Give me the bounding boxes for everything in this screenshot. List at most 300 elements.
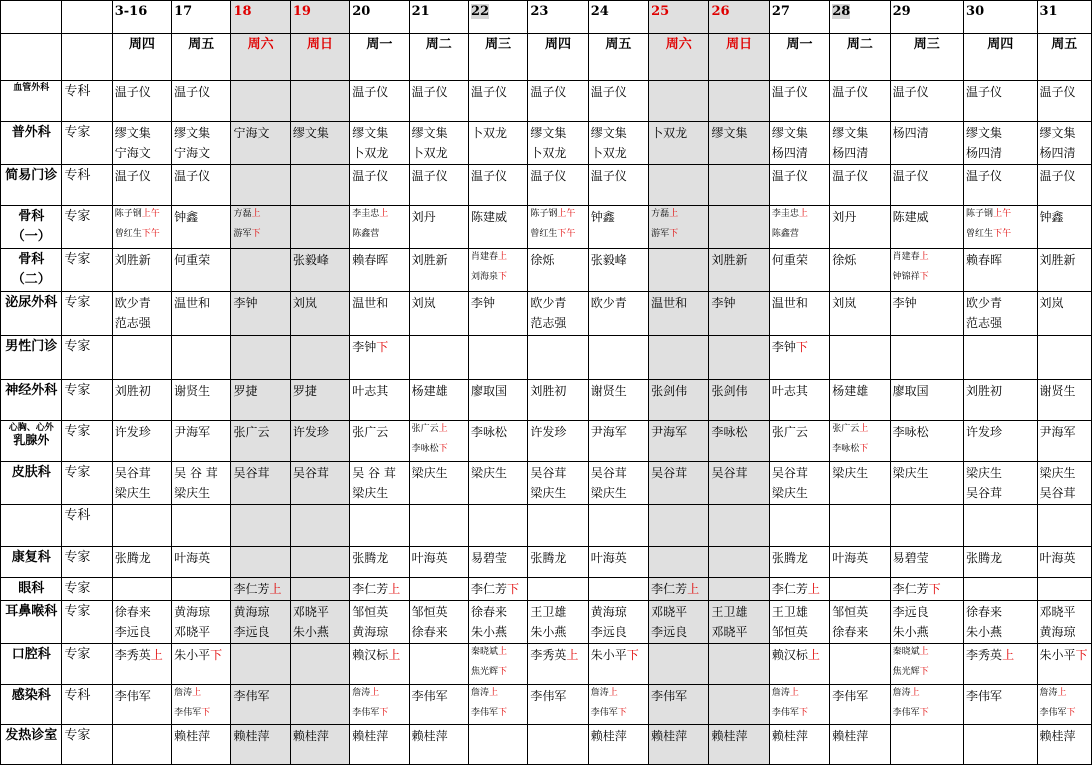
department-label bbox=[1, 505, 62, 547]
schedule-cell bbox=[890, 336, 963, 380]
doctor-entry bbox=[832, 207, 887, 227]
schedule-cell bbox=[709, 81, 769, 122]
doctor-name: 赖桂萍 bbox=[711, 729, 748, 743]
schedule-cell bbox=[830, 644, 890, 685]
doctor-entry bbox=[772, 726, 827, 746]
doctor-entry bbox=[412, 622, 466, 642]
weekday-header: 周六 bbox=[649, 34, 709, 81]
doctor-entry bbox=[966, 293, 1034, 313]
schedule-cell bbox=[649, 644, 709, 685]
doctor-name: 邓晓平 bbox=[174, 625, 211, 639]
doctor-name: 宁海文 bbox=[174, 146, 211, 160]
doctor-entry bbox=[966, 313, 1034, 333]
doctor-entry bbox=[352, 548, 406, 568]
doctor-name: 李秀英 bbox=[114, 648, 151, 662]
doctor-name: 卜双龙 bbox=[530, 146, 567, 160]
doctor-name: 黄海琼 bbox=[233, 605, 270, 619]
doctor-name: 欧少青 bbox=[966, 296, 1003, 310]
schedule-cell bbox=[172, 578, 231, 601]
doctor-entry bbox=[772, 645, 827, 665]
doctor-name: 赖桂萍 bbox=[590, 729, 627, 743]
schedule-row bbox=[1, 122, 1092, 165]
doctor-entry bbox=[352, 143, 406, 163]
department-name: 神经外科 bbox=[5, 383, 58, 398]
doctor-entry bbox=[1040, 381, 1089, 401]
doctor-entry bbox=[174, 602, 228, 622]
doctor-entry bbox=[966, 123, 1034, 143]
doctor-name: 缪文集 bbox=[1039, 126, 1076, 140]
weekday-header: 周三 bbox=[890, 34, 963, 81]
doctor-entry bbox=[591, 250, 646, 270]
doctor-entry bbox=[1040, 483, 1089, 503]
schedule-cell bbox=[290, 122, 349, 165]
session-marker: 上 bbox=[687, 582, 700, 596]
schedule-cell bbox=[468, 380, 527, 421]
date-header: 21 bbox=[409, 1, 468, 34]
schedule-row bbox=[1, 505, 1092, 547]
corner-cell bbox=[1, 1, 62, 34]
schedule-cell bbox=[830, 725, 890, 765]
clinic-type bbox=[62, 685, 112, 725]
session-marker: 上午 bbox=[993, 209, 1012, 219]
schedule-cell bbox=[172, 421, 231, 462]
schedule-cell bbox=[830, 81, 890, 122]
doctor-entry bbox=[471, 667, 525, 678]
doctor-name: 朱小平 bbox=[590, 648, 627, 662]
schedule-cell bbox=[350, 122, 409, 165]
doctor-name: 张广云 bbox=[352, 425, 389, 439]
doctor-name: 缪文集 bbox=[832, 126, 869, 140]
doctor-entry bbox=[233, 381, 287, 401]
doctor-entry bbox=[591, 143, 646, 163]
doctor-name: 吴谷茸 bbox=[292, 466, 329, 480]
doctor-name: 赖汉标 bbox=[352, 648, 389, 662]
schedule-cell bbox=[890, 644, 963, 685]
doctor-name: 刘丹 bbox=[832, 210, 857, 224]
schedule-cell bbox=[830, 249, 890, 292]
doctor-name: 秦晓斌 bbox=[892, 647, 920, 657]
schedule-cell bbox=[112, 462, 171, 505]
doctor-entry bbox=[966, 645, 1034, 665]
doctor-name: 詹涛 bbox=[590, 688, 609, 698]
doctor-entry bbox=[115, 229, 169, 240]
clinic-type-label: 专科 bbox=[64, 508, 91, 523]
schedule-cell bbox=[350, 249, 409, 292]
department-name: 泌尿外科 bbox=[5, 295, 58, 310]
doctor-name: 曾红生 bbox=[966, 229, 994, 239]
session-marker: 下 bbox=[919, 272, 929, 282]
schedule-cell bbox=[588, 165, 648, 206]
schedule-row bbox=[1, 462, 1092, 505]
doctor-entry bbox=[832, 293, 887, 313]
doctor-name: 吴谷茸 bbox=[966, 486, 1003, 500]
doctor-name: 李圭忠 bbox=[352, 209, 380, 219]
schedule-cell bbox=[588, 578, 648, 601]
doctor-name: 温子仪 bbox=[590, 85, 627, 99]
clinic-type-label: 专家 bbox=[64, 209, 91, 224]
schedule-cell bbox=[231, 462, 290, 505]
doctor-entry bbox=[832, 548, 887, 568]
clinic-type-label: 专科 bbox=[64, 168, 91, 183]
doctor-name: 张广云 bbox=[233, 425, 270, 439]
clinic-type bbox=[62, 380, 112, 421]
schedule-cell bbox=[409, 165, 468, 206]
doctor-entry bbox=[115, 209, 169, 220]
doctor-entry bbox=[591, 82, 646, 102]
doctor-name: 肖建春 bbox=[470, 252, 498, 262]
doctor-name: 缪文集 bbox=[114, 126, 151, 140]
schedule-cell bbox=[964, 421, 1037, 462]
department-label bbox=[1, 601, 62, 644]
schedule-cell bbox=[709, 462, 769, 505]
session-marker: 下 bbox=[626, 648, 639, 662]
schedule-cell bbox=[588, 336, 648, 380]
schedule-cell bbox=[528, 249, 588, 292]
schedule-cell bbox=[468, 206, 527, 249]
session-marker: 下 bbox=[919, 708, 929, 718]
doctor-name: 刘胜初 bbox=[966, 384, 1003, 398]
doctor-name: 陈建威 bbox=[892, 210, 929, 224]
schedule-row bbox=[1, 292, 1092, 336]
doctor-name: 欧少青 bbox=[114, 296, 151, 310]
schedule-cell bbox=[964, 547, 1037, 578]
doctor-entry bbox=[832, 166, 887, 186]
schedule-cell bbox=[649, 421, 709, 462]
doctor-entry bbox=[293, 622, 347, 642]
doctor-entry bbox=[352, 463, 406, 483]
doctor-entry bbox=[1040, 645, 1089, 665]
session-marker: 上 bbox=[251, 209, 261, 219]
doctor-name: 温子仪 bbox=[892, 85, 929, 99]
doctor-entry bbox=[966, 548, 1034, 568]
doctor-name: 温子仪 bbox=[470, 85, 507, 99]
doctor-entry bbox=[471, 252, 525, 263]
doctor-entry bbox=[1040, 143, 1089, 163]
schedule-cell bbox=[172, 601, 231, 644]
department-name: 发热诊室 bbox=[5, 728, 58, 743]
department-name: 耳鼻喉科 bbox=[5, 604, 58, 619]
schedule-cell bbox=[769, 601, 829, 644]
schedule-cell bbox=[350, 578, 409, 601]
schedule-cell bbox=[769, 249, 829, 292]
doctor-name: 赖桂萍 bbox=[292, 729, 329, 743]
doctor-entry bbox=[352, 293, 406, 313]
doctor-entry bbox=[591, 422, 646, 442]
schedule-cell bbox=[290, 336, 349, 380]
doctor-name: 刘岚 bbox=[292, 296, 317, 310]
corner-cell bbox=[62, 1, 112, 34]
doctor-entry bbox=[530, 548, 585, 568]
doctor-entry bbox=[772, 143, 827, 163]
clinic-type bbox=[62, 421, 112, 462]
doctor-name: 赖桂萍 bbox=[1039, 729, 1076, 743]
doctor-entry bbox=[530, 166, 585, 186]
doctor-entry bbox=[471, 688, 525, 699]
schedule-cell bbox=[409, 206, 468, 249]
schedule-cell bbox=[528, 421, 588, 462]
doctor-name: 杨建雄 bbox=[411, 384, 448, 398]
department-name: 简易门诊 bbox=[5, 168, 58, 183]
schedule-cell bbox=[769, 380, 829, 421]
weekday-header: 周五 bbox=[1037, 34, 1091, 81]
doctor-entry bbox=[412, 250, 466, 270]
doctor-entry bbox=[115, 82, 169, 102]
schedule-cell bbox=[830, 421, 890, 462]
doctor-entry bbox=[115, 143, 169, 163]
date-header: 19 bbox=[290, 1, 349, 34]
schedule-cell bbox=[769, 685, 829, 725]
schedule-row bbox=[1, 421, 1092, 462]
doctor-entry bbox=[893, 688, 961, 699]
doctor-name: 梁庆生 bbox=[892, 466, 929, 480]
doctor-name: 杨四清 bbox=[771, 146, 808, 160]
doctor-name: 易碧莹 bbox=[892, 551, 929, 565]
doctor-entry bbox=[1040, 293, 1089, 313]
doctor-entry bbox=[1040, 726, 1089, 746]
schedule-cell bbox=[468, 81, 527, 122]
doctor-entry bbox=[115, 483, 169, 503]
clinic-type-label: 专家 bbox=[64, 550, 91, 565]
schedule-cell bbox=[1037, 165, 1091, 206]
doctor-entry bbox=[893, 647, 961, 658]
doctor-entry bbox=[530, 143, 585, 163]
doctor-name: 李伟军 bbox=[771, 708, 799, 718]
doctor-entry bbox=[1040, 708, 1089, 719]
doctor-entry bbox=[966, 166, 1034, 186]
doctor-entry bbox=[711, 422, 766, 442]
session-marker: 上 bbox=[379, 209, 389, 219]
session-marker: 上 bbox=[566, 648, 579, 662]
doctor-name: 缪文集 bbox=[352, 126, 389, 140]
doctor-name: 刘胜初 bbox=[114, 384, 151, 398]
schedule-cell bbox=[350, 336, 409, 380]
doctor-entry bbox=[651, 293, 706, 313]
schedule-cell bbox=[528, 547, 588, 578]
schedule-cell bbox=[172, 165, 231, 206]
schedule-cell bbox=[709, 336, 769, 380]
schedule-cell bbox=[588, 644, 648, 685]
doctor-entry bbox=[966, 622, 1034, 642]
schedule-cell bbox=[112, 644, 171, 685]
doctor-name: 温子仪 bbox=[590, 169, 627, 183]
doctor-entry bbox=[832, 622, 887, 642]
schedule-cell bbox=[890, 380, 963, 421]
doctor-entry bbox=[530, 82, 585, 102]
doctor-name: 焦光辉 bbox=[470, 667, 498, 677]
doctor-entry bbox=[711, 463, 766, 483]
doctor-name: 谢贤生 bbox=[174, 384, 211, 398]
schedule-cell bbox=[409, 601, 468, 644]
doctor-name: 温世和 bbox=[771, 296, 808, 310]
doctor-entry bbox=[530, 250, 585, 270]
schedule-cell bbox=[830, 206, 890, 249]
doctor-entry bbox=[832, 250, 887, 270]
doctor-name: 温子仪 bbox=[411, 85, 448, 99]
doctor-name: 李咏松 bbox=[411, 444, 439, 454]
schedule-cell bbox=[350, 505, 409, 547]
schedule-cell bbox=[964, 505, 1037, 547]
schedule-cell bbox=[588, 685, 648, 725]
doctor-name: 宁海文 bbox=[233, 126, 270, 140]
doctor-entry bbox=[352, 250, 406, 270]
session-marker: 上 bbox=[497, 647, 507, 657]
doctor-name: 李秀英 bbox=[530, 648, 567, 662]
schedule-row bbox=[1, 578, 1092, 601]
doctor-name: 吴谷茸 bbox=[590, 466, 627, 480]
doctor-entry bbox=[233, 209, 287, 220]
doctor-name: 李远良 bbox=[233, 625, 270, 639]
doctor-entry bbox=[832, 424, 887, 435]
doctor-entry bbox=[293, 123, 347, 143]
schedule-cell bbox=[350, 685, 409, 725]
doctor-name: 许发珍 bbox=[966, 425, 1003, 439]
schedule-row bbox=[1, 547, 1092, 578]
doctor-entry bbox=[832, 463, 887, 483]
schedule-cell bbox=[409, 380, 468, 421]
session-marker: 上 bbox=[388, 648, 401, 662]
doctor-name: 许发珍 bbox=[530, 425, 567, 439]
schedule-cell bbox=[830, 462, 890, 505]
doctor-name: 刘岚 bbox=[832, 296, 857, 310]
doctor-entry bbox=[651, 463, 706, 483]
doctor-name: 卜双龙 bbox=[352, 146, 389, 160]
schedule-cell bbox=[231, 505, 290, 547]
doctor-name: 缪文集 bbox=[174, 126, 211, 140]
doctor-name: 易碧莹 bbox=[470, 551, 507, 565]
schedule-cell bbox=[172, 249, 231, 292]
doctor-entry bbox=[966, 602, 1034, 622]
doctor-name: 李仁芳 bbox=[651, 582, 688, 596]
doctor-name: 詹涛 bbox=[771, 688, 790, 698]
schedule-body bbox=[1, 1, 1092, 765]
schedule-cell bbox=[172, 505, 231, 547]
doctor-name: 吴谷茸 bbox=[771, 466, 808, 480]
doctor-name: 邓晓平 bbox=[651, 605, 688, 619]
doctor-name: 赖春晖 bbox=[966, 253, 1003, 267]
schedule-cell bbox=[588, 462, 648, 505]
schedule-cell bbox=[468, 685, 527, 725]
doctor-name: 赖汉标 bbox=[771, 648, 808, 662]
schedule-cell bbox=[528, 336, 588, 380]
doctor-entry bbox=[293, 250, 347, 270]
clinic-type-label: 专家 bbox=[64, 383, 91, 398]
session-marker: 上 bbox=[269, 582, 282, 596]
schedule-cell bbox=[468, 601, 527, 644]
schedule-cell bbox=[112, 380, 171, 421]
doctor-name: 尹海军 bbox=[1039, 425, 1076, 439]
clinic-type bbox=[62, 601, 112, 644]
session-marker: 上 bbox=[910, 688, 920, 698]
doctor-name: 卜双龙 bbox=[651, 126, 688, 140]
schedule-cell bbox=[1037, 547, 1091, 578]
session-marker: 下午 bbox=[993, 229, 1012, 239]
doctor-entry bbox=[591, 483, 646, 503]
doctor-name: 方磊 bbox=[651, 209, 670, 219]
doctor-entry bbox=[174, 250, 228, 270]
schedule-cell bbox=[409, 725, 468, 765]
doctor-entry bbox=[115, 622, 169, 642]
doctor-entry bbox=[772, 82, 827, 102]
doctor-name: 詹涛 bbox=[892, 688, 911, 698]
session-marker: 下 bbox=[1075, 648, 1088, 662]
schedule-cell bbox=[588, 547, 648, 578]
clinic-type-label: 专家 bbox=[64, 604, 91, 619]
doctor-name: 梁庆生 bbox=[352, 486, 389, 500]
schedule-cell bbox=[964, 206, 1037, 249]
session-marker: 下 bbox=[438, 444, 448, 454]
doctor-name: 尹海军 bbox=[174, 425, 211, 439]
doctor-name: 李伟军 bbox=[651, 689, 688, 703]
doctor-name: 范志强 bbox=[114, 316, 151, 330]
session-marker: 上 bbox=[669, 209, 679, 219]
doctor-name: 游军 bbox=[233, 229, 252, 239]
doctor-entry bbox=[352, 726, 406, 746]
doctor-name: 欧少青 bbox=[530, 296, 567, 310]
doctor-name: 张腾龙 bbox=[352, 551, 389, 565]
doctor-name: 缪文集 bbox=[966, 126, 1003, 140]
session-marker: 下 bbox=[928, 582, 941, 596]
schedule-cell bbox=[350, 206, 409, 249]
schedule-cell bbox=[112, 421, 171, 462]
doctor-name: 张毅峰 bbox=[590, 253, 627, 267]
schedule-cell bbox=[350, 165, 409, 206]
doctor-entry bbox=[412, 381, 466, 401]
doctor-entry bbox=[352, 209, 406, 220]
doctor-name: 徐春来 bbox=[832, 625, 869, 639]
session-marker: 下午 bbox=[557, 229, 576, 239]
schedule-cell bbox=[409, 336, 468, 380]
doctor-name: 李咏松 bbox=[711, 425, 748, 439]
schedule-cell bbox=[890, 165, 963, 206]
clinic-type bbox=[62, 462, 112, 505]
schedule-cell bbox=[769, 336, 829, 380]
schedule-cell bbox=[172, 206, 231, 249]
schedule-cell bbox=[649, 336, 709, 380]
schedule-cell bbox=[231, 685, 290, 725]
doctor-name: 罗捷 bbox=[233, 384, 258, 398]
doctor-name: 杨四清 bbox=[966, 146, 1003, 160]
doctor-name: 吴谷茸 bbox=[530, 466, 567, 480]
schedule-cell bbox=[468, 292, 527, 336]
schedule-cell bbox=[409, 578, 468, 601]
doctor-entry bbox=[711, 293, 766, 313]
doctor-name: 李钟 bbox=[470, 296, 495, 310]
schedule-cell bbox=[649, 601, 709, 644]
department-name: 感染科 bbox=[11, 688, 51, 703]
doctor-entry bbox=[115, 293, 169, 313]
clinic-type-label: 专家 bbox=[64, 252, 91, 267]
doctor-name: 李仁芳 bbox=[352, 582, 389, 596]
schedule-cell bbox=[890, 421, 963, 462]
doctor-entry bbox=[471, 207, 525, 227]
schedule-cell bbox=[290, 547, 349, 578]
doctor-name: 陈建威 bbox=[470, 210, 507, 224]
doctor-name: 李伟军 bbox=[114, 689, 151, 703]
doctor-entry bbox=[115, 166, 169, 186]
doctor-name: 张毅峰 bbox=[292, 253, 329, 267]
doctor-name: 温子仪 bbox=[832, 169, 869, 183]
schedule-cell bbox=[290, 165, 349, 206]
schedule-cell bbox=[1037, 206, 1091, 249]
schedule-cell bbox=[172, 380, 231, 421]
schedule-cell bbox=[769, 462, 829, 505]
doctor-name: 曾红生 bbox=[114, 229, 142, 239]
doctor-entry bbox=[530, 686, 585, 706]
doctor-name: 刘胜初 bbox=[530, 384, 567, 398]
clinic-type-label: 专家 bbox=[64, 339, 91, 354]
schedule-cell bbox=[231, 249, 290, 292]
doctor-name: 梁庆生 bbox=[832, 466, 869, 480]
